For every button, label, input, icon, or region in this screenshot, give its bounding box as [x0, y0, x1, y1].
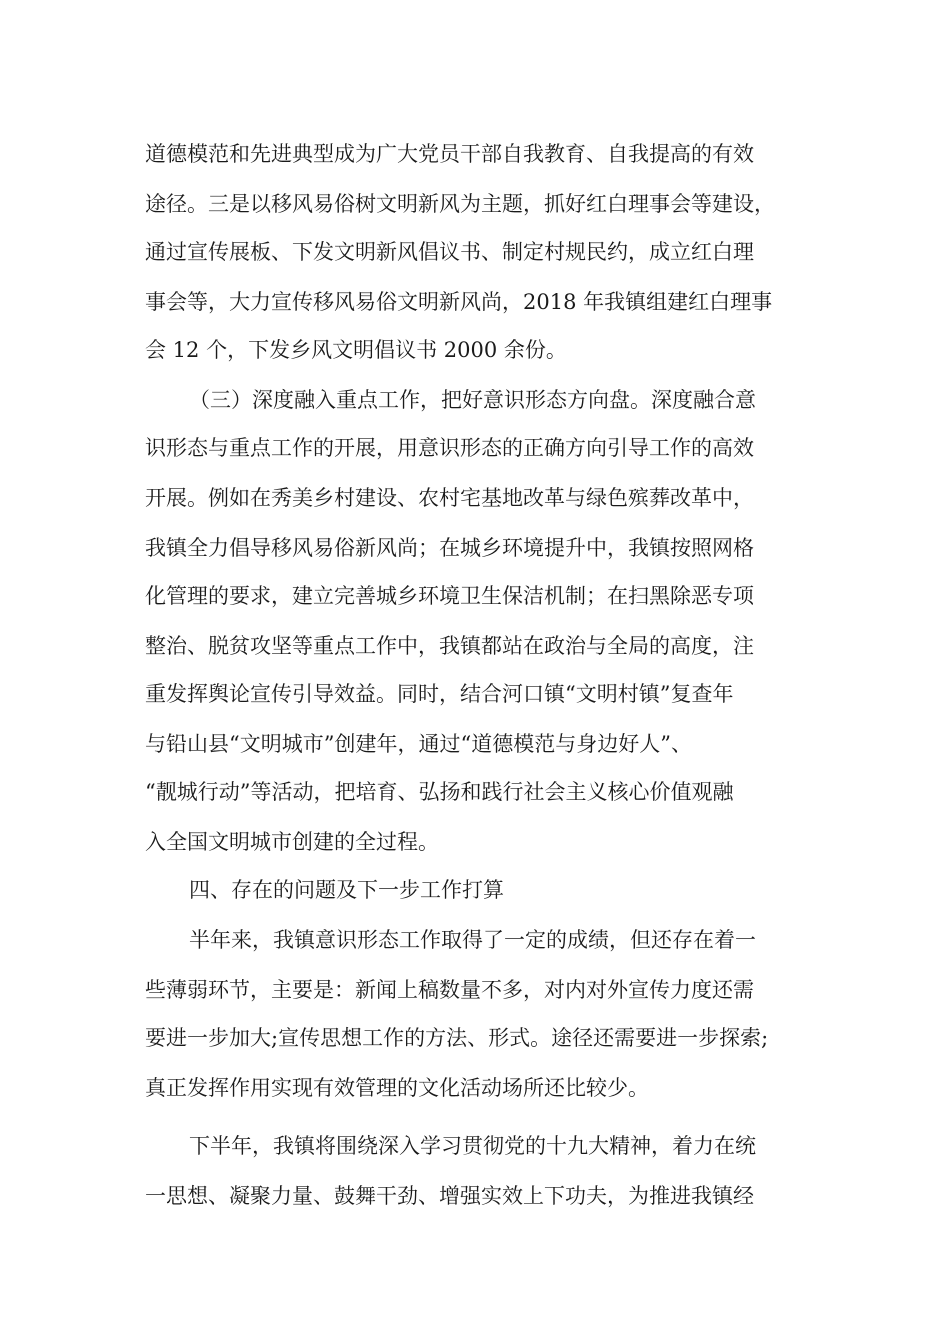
paragraph-line: 半年来，我镇意识形态工作取得了一定的成绩，但还存在着一	[189, 928, 756, 952]
paragraph-line: 要进一步加大;宣传思想工作的方法、形式。途径还需要进一步探索;	[145, 1026, 769, 1050]
paragraph-line: 开展。例如在秀美乡村建设、农村宅基地改革与绿色殡葬改革中，	[145, 486, 754, 510]
paragraph-line: 下半年，我镇将围绕深入学习贯彻党的十九大精神，着力在统	[189, 1134, 756, 1158]
paragraph-line: 一思想、凝聚力量、鼓舞干劲、增强实效上下功夫，为推进我镇经	[145, 1184, 754, 1208]
paragraph-line: “靓城行动”等活动，把培育、弘扬和践行社会主义核心价值观融	[145, 780, 734, 804]
paragraph-line: 整治、脱贫攻坚等重点工作中，我镇都站在政治与全局的高度，注	[145, 634, 754, 658]
paragraph-line: 些薄弱环节，主要是：新闻上稿数量不多，对内对外宣传力度还需	[145, 978, 754, 1002]
section-heading-three: （三）深度融入重点工作，把好意识形态方向盘。深度融合意	[189, 388, 756, 412]
paragraph-line: 识形态与重点工作的开展，用意识形态的正确方向引导工作的高效	[145, 436, 754, 460]
paragraph-line: 会 12 个，下发乡风文明倡议书 2000 余份。	[145, 338, 567, 362]
paragraph-line: 道德模范和先进典型成为广大党员干部自我教育、自我提高的有效	[145, 142, 754, 166]
paragraph-line: 重发挥舆论宣传引导效益。同时，结合河口镇“文明村镇”复查年	[145, 682, 734, 706]
paragraph-line: 化管理的要求，建立完善城乡环境卫生保洁机制；在扫黑除恶专项	[145, 584, 754, 608]
paragraph-line: 事会等，大力宣传移风易俗文明新风尚，2018 年我镇组建红白理事	[145, 290, 773, 314]
section-heading-four: 四、存在的问题及下一步工作打算	[189, 878, 504, 902]
paragraph-line: 途径。三是以移风易俗树文明新风为主题，抓好红白理事会等建设，	[145, 192, 775, 216]
paragraph-line: 入全国文明城市创建的全过程。	[145, 830, 439, 854]
paragraph-line: 与铅山县“文明城市”创建年，通过“道德模范与身边好人”、	[145, 732, 692, 756]
paragraph-line: 通过宣传展板、下发文明新风倡议书、制定村规民约，成立红白理	[145, 240, 754, 264]
paragraph-line: 真正发挥作用实现有效管理的文化活动场所还比较少。	[145, 1076, 649, 1100]
paragraph-line: 我镇全力倡导移风易俗新风尚；在城乡环境提升中，我镇按照网格	[145, 536, 754, 560]
